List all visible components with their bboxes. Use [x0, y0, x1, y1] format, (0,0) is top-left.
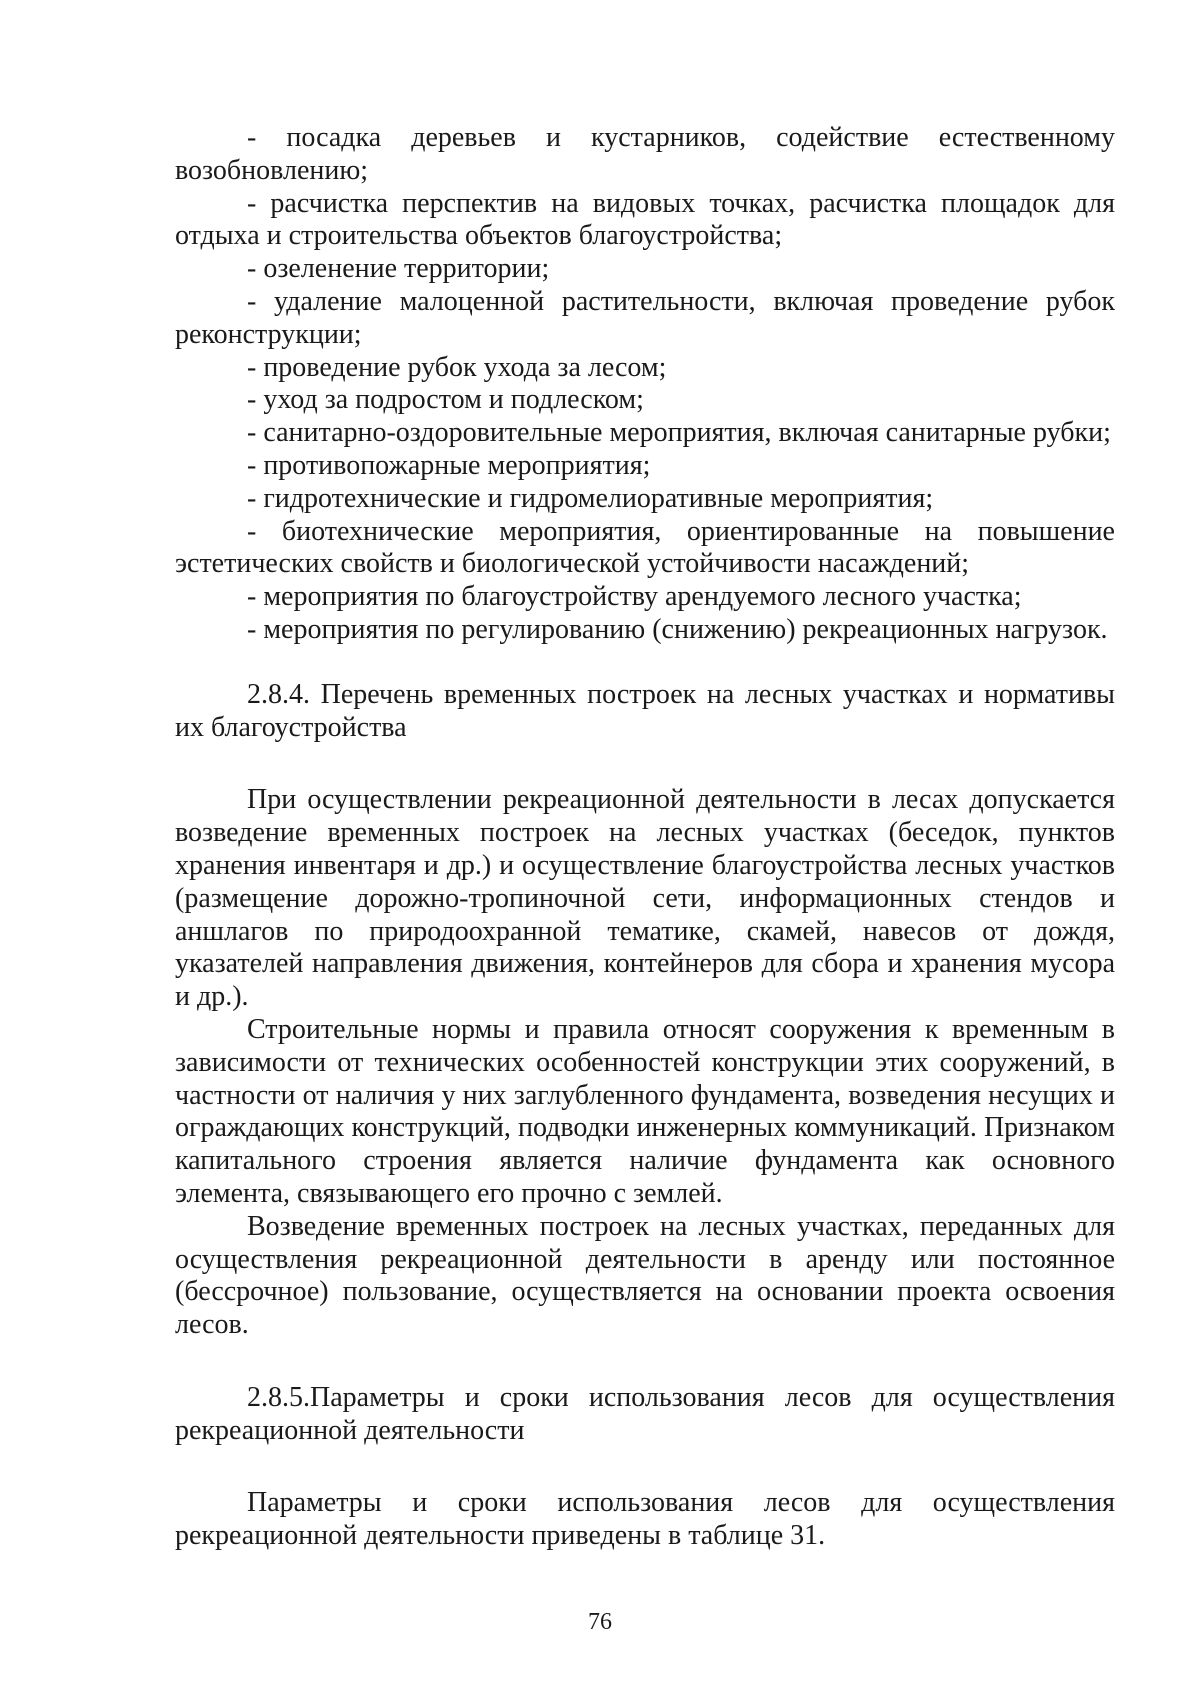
section-284-paragraph: Возведение временных построек на лесных участках, переданных для осуществления рекреационной деятельности в аренду или постоянное (бессрочное) пользование, осуществляется на основании проекта освоения лесов. [175, 1210, 1115, 1341]
list-item: - расчистка перспектив на видовых точках, расчистка площадок для отдыха и строительства объектов благоустройства; [175, 187, 1115, 252]
list-item: - санитарно-оздоровительные мероприятия, включая санитарные рубки; [247, 417, 1111, 449]
list-item: - удаление малоценной растительности, включая проведение рубок реконструкции; [175, 285, 1115, 350]
list-item: - биотехнические мероприятия, ориентированные на повышение эстетических свойств и биологической устойчивости насаждений; [175, 515, 1115, 580]
measures-list [175, 122, 1115, 647]
list-item: - мероприятия по благоустройству арендуемого лесного участка; [247, 581, 1022, 613]
section-284-paragraph: При осуществлении рекреационной деятельности в лесах допускается возведение временных построек на лесных участках (беседок, пунктов хранения инвентаря и др.) и осуществление благоустройства лесных участков (размещение дорожно-тропиночной сети, информационных стендов и аншлагов по природоохранной тематике, скамей, навесов от дождя, указателей направления движения, контейнеров для сбора и хранения мусора и др.). [175, 784, 1115, 1013]
section-285-paragraph: Параметры и сроки использования лесов для осуществления рекреационной деятельности приведены в таблице 31. [175, 1487, 1115, 1552]
section-284-heading: 2.8.4. Перечень временных построек на лесных участках и нормативы их благоустройства [175, 678, 1115, 743]
list-item: - уход за подростом и подлеском; [247, 384, 644, 416]
list-item: - посадка деревьев и кустарников, содействие естественному возобновлению; [175, 122, 1115, 186]
page-content [175, 122, 1115, 1553]
list-item: - озеленение территории; [247, 253, 550, 285]
section-285-heading: 2.8.5.Параметры и сроки использования лесов для осуществления рекреационной деятельности [175, 1381, 1115, 1446]
list-item: - мероприятия по регулированию (снижению) рекреационных нагрузок. [247, 613, 1108, 645]
page-number: 76 [588, 1609, 612, 1635]
list-item: - проведение рубок ухода за лесом; [247, 351, 667, 383]
list-item: - противопожарные мероприятия; [247, 449, 651, 481]
section-284-paragraph: Строительные нормы и правила относят сооружения к временным в зависимости от технических особенностей конструкции этих сооружений, в частности от наличия у них заглубленного фундамента, возведения несущих и ограждающих конструкций, подводки инженерных коммуникаций. Признаком капитального строения является наличие фундамента как основного элемента, связывающего его прочно с землей. [175, 1013, 1115, 1209]
list-item: - гидротехнические и гидромелиоративные мероприятия; [247, 482, 934, 514]
